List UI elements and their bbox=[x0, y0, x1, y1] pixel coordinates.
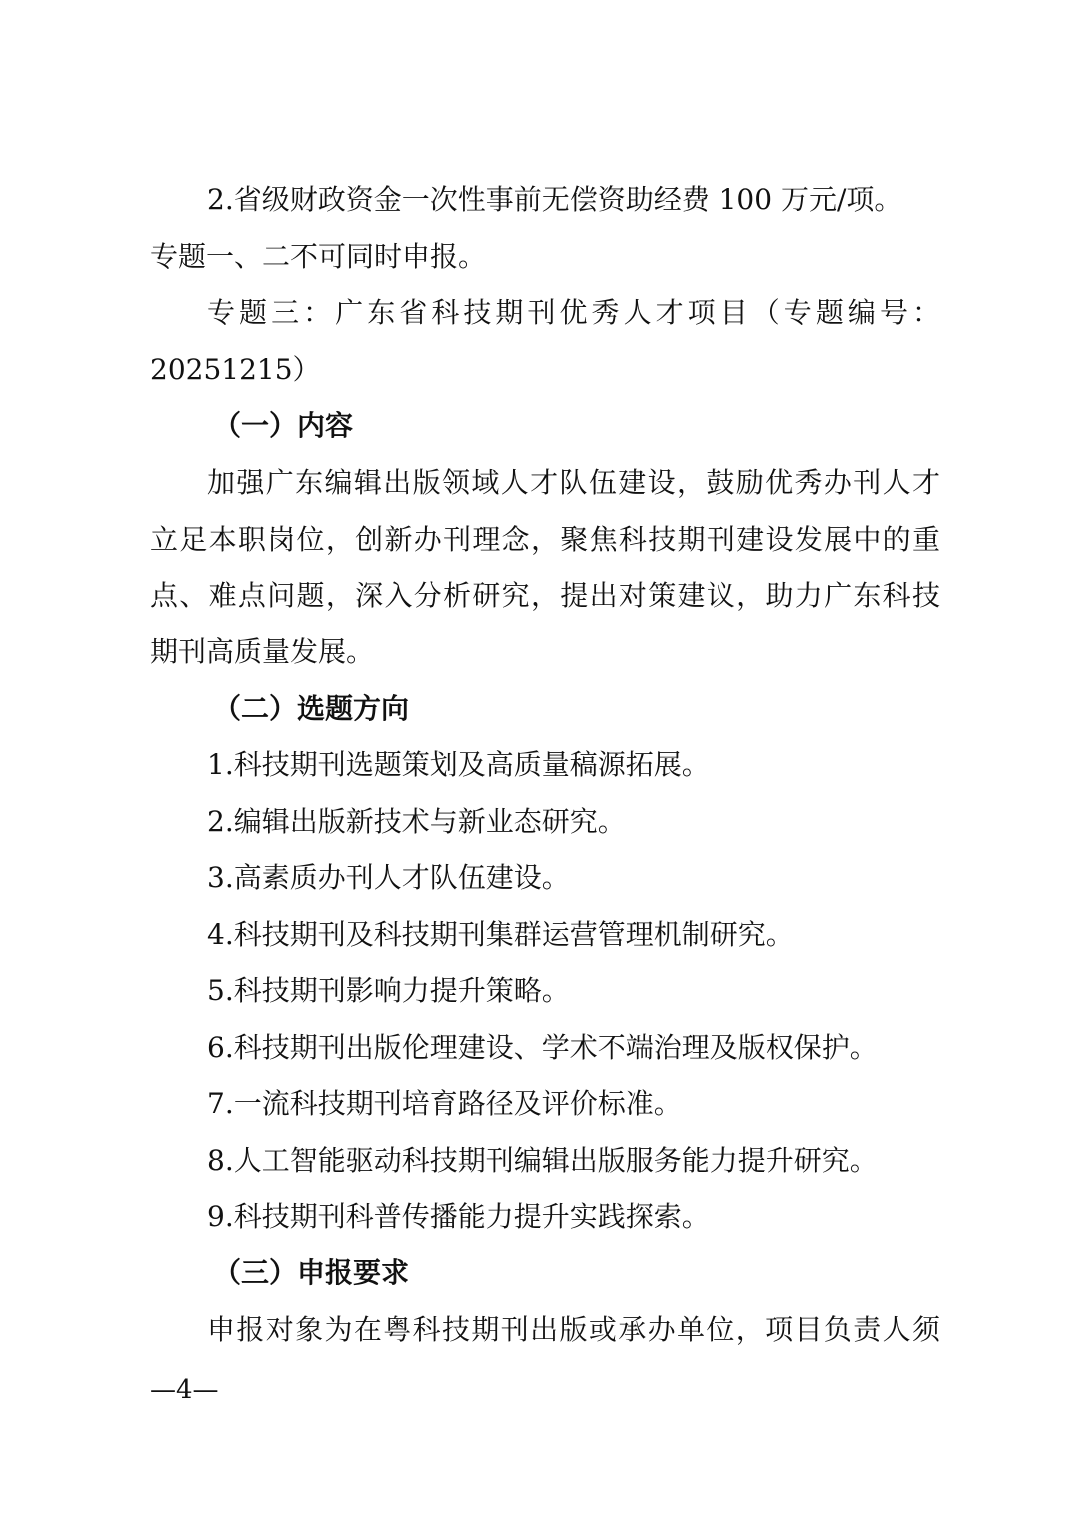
topic-three-number: 20251215） bbox=[150, 353, 321, 386]
topic-three-title: 专题三：广东省科技期刊优秀人才项目（专题编号： bbox=[207, 296, 940, 329]
content-paragraph-line: 立足本职岗位，创新办刊理念，聚焦科技期刊建设发展中的重 bbox=[150, 523, 940, 556]
direction-item: 6.科技期刊出版伦理建设、学术不端治理及版权保护。 bbox=[207, 1031, 878, 1064]
content-paragraph-line: 加强广东编辑出版领域人才队伍建设，鼓励优秀办刊人才 bbox=[207, 466, 940, 499]
content-paragraph-line: 点、难点问题，深入分析研究，提出对策建议，助力广东科技 bbox=[150, 579, 940, 612]
direction-item: 3.高素质办刊人才队伍建设。 bbox=[207, 861, 570, 894]
section-heading-content: （一）内容 bbox=[213, 409, 354, 442]
section-heading-requirements: （三）申报要求 bbox=[213, 1256, 410, 1289]
content-paragraph-line: 期刊高质量发展。 bbox=[150, 635, 375, 668]
direction-item: 8.人工智能驱动科技期刊编辑出版服务能力提升研究。 bbox=[207, 1144, 878, 1177]
direction-item: 4.科技期刊及科技期刊集群运营管理机制研究。 bbox=[207, 918, 794, 951]
requirements-paragraph-line: 申报对象为在粤科技期刊出版或承办单位，项目负责人须 bbox=[207, 1313, 940, 1346]
direction-item: 2.编辑出版新技术与新业态研究。 bbox=[207, 805, 626, 838]
direction-item: 9.科技期刊科普传播能力提升实践探索。 bbox=[207, 1200, 710, 1233]
section-heading-directions: （二）选题方向 bbox=[213, 692, 410, 725]
topic-note: 专题一、二不可同时申报。 bbox=[150, 240, 487, 273]
funding-item-2: 2.省级财政资金一次性事前无偿资助经费 100 万元/项。 bbox=[207, 183, 903, 216]
direction-item: 1.科技期刊选题策划及高质量稿源拓展。 bbox=[207, 748, 710, 781]
direction-item: 5.科技期刊影响力提升策略。 bbox=[207, 974, 570, 1007]
direction-item: 7.一流科技期刊培育路径及评价标准。 bbox=[207, 1087, 682, 1120]
page-number: —4— bbox=[150, 1375, 219, 1405]
